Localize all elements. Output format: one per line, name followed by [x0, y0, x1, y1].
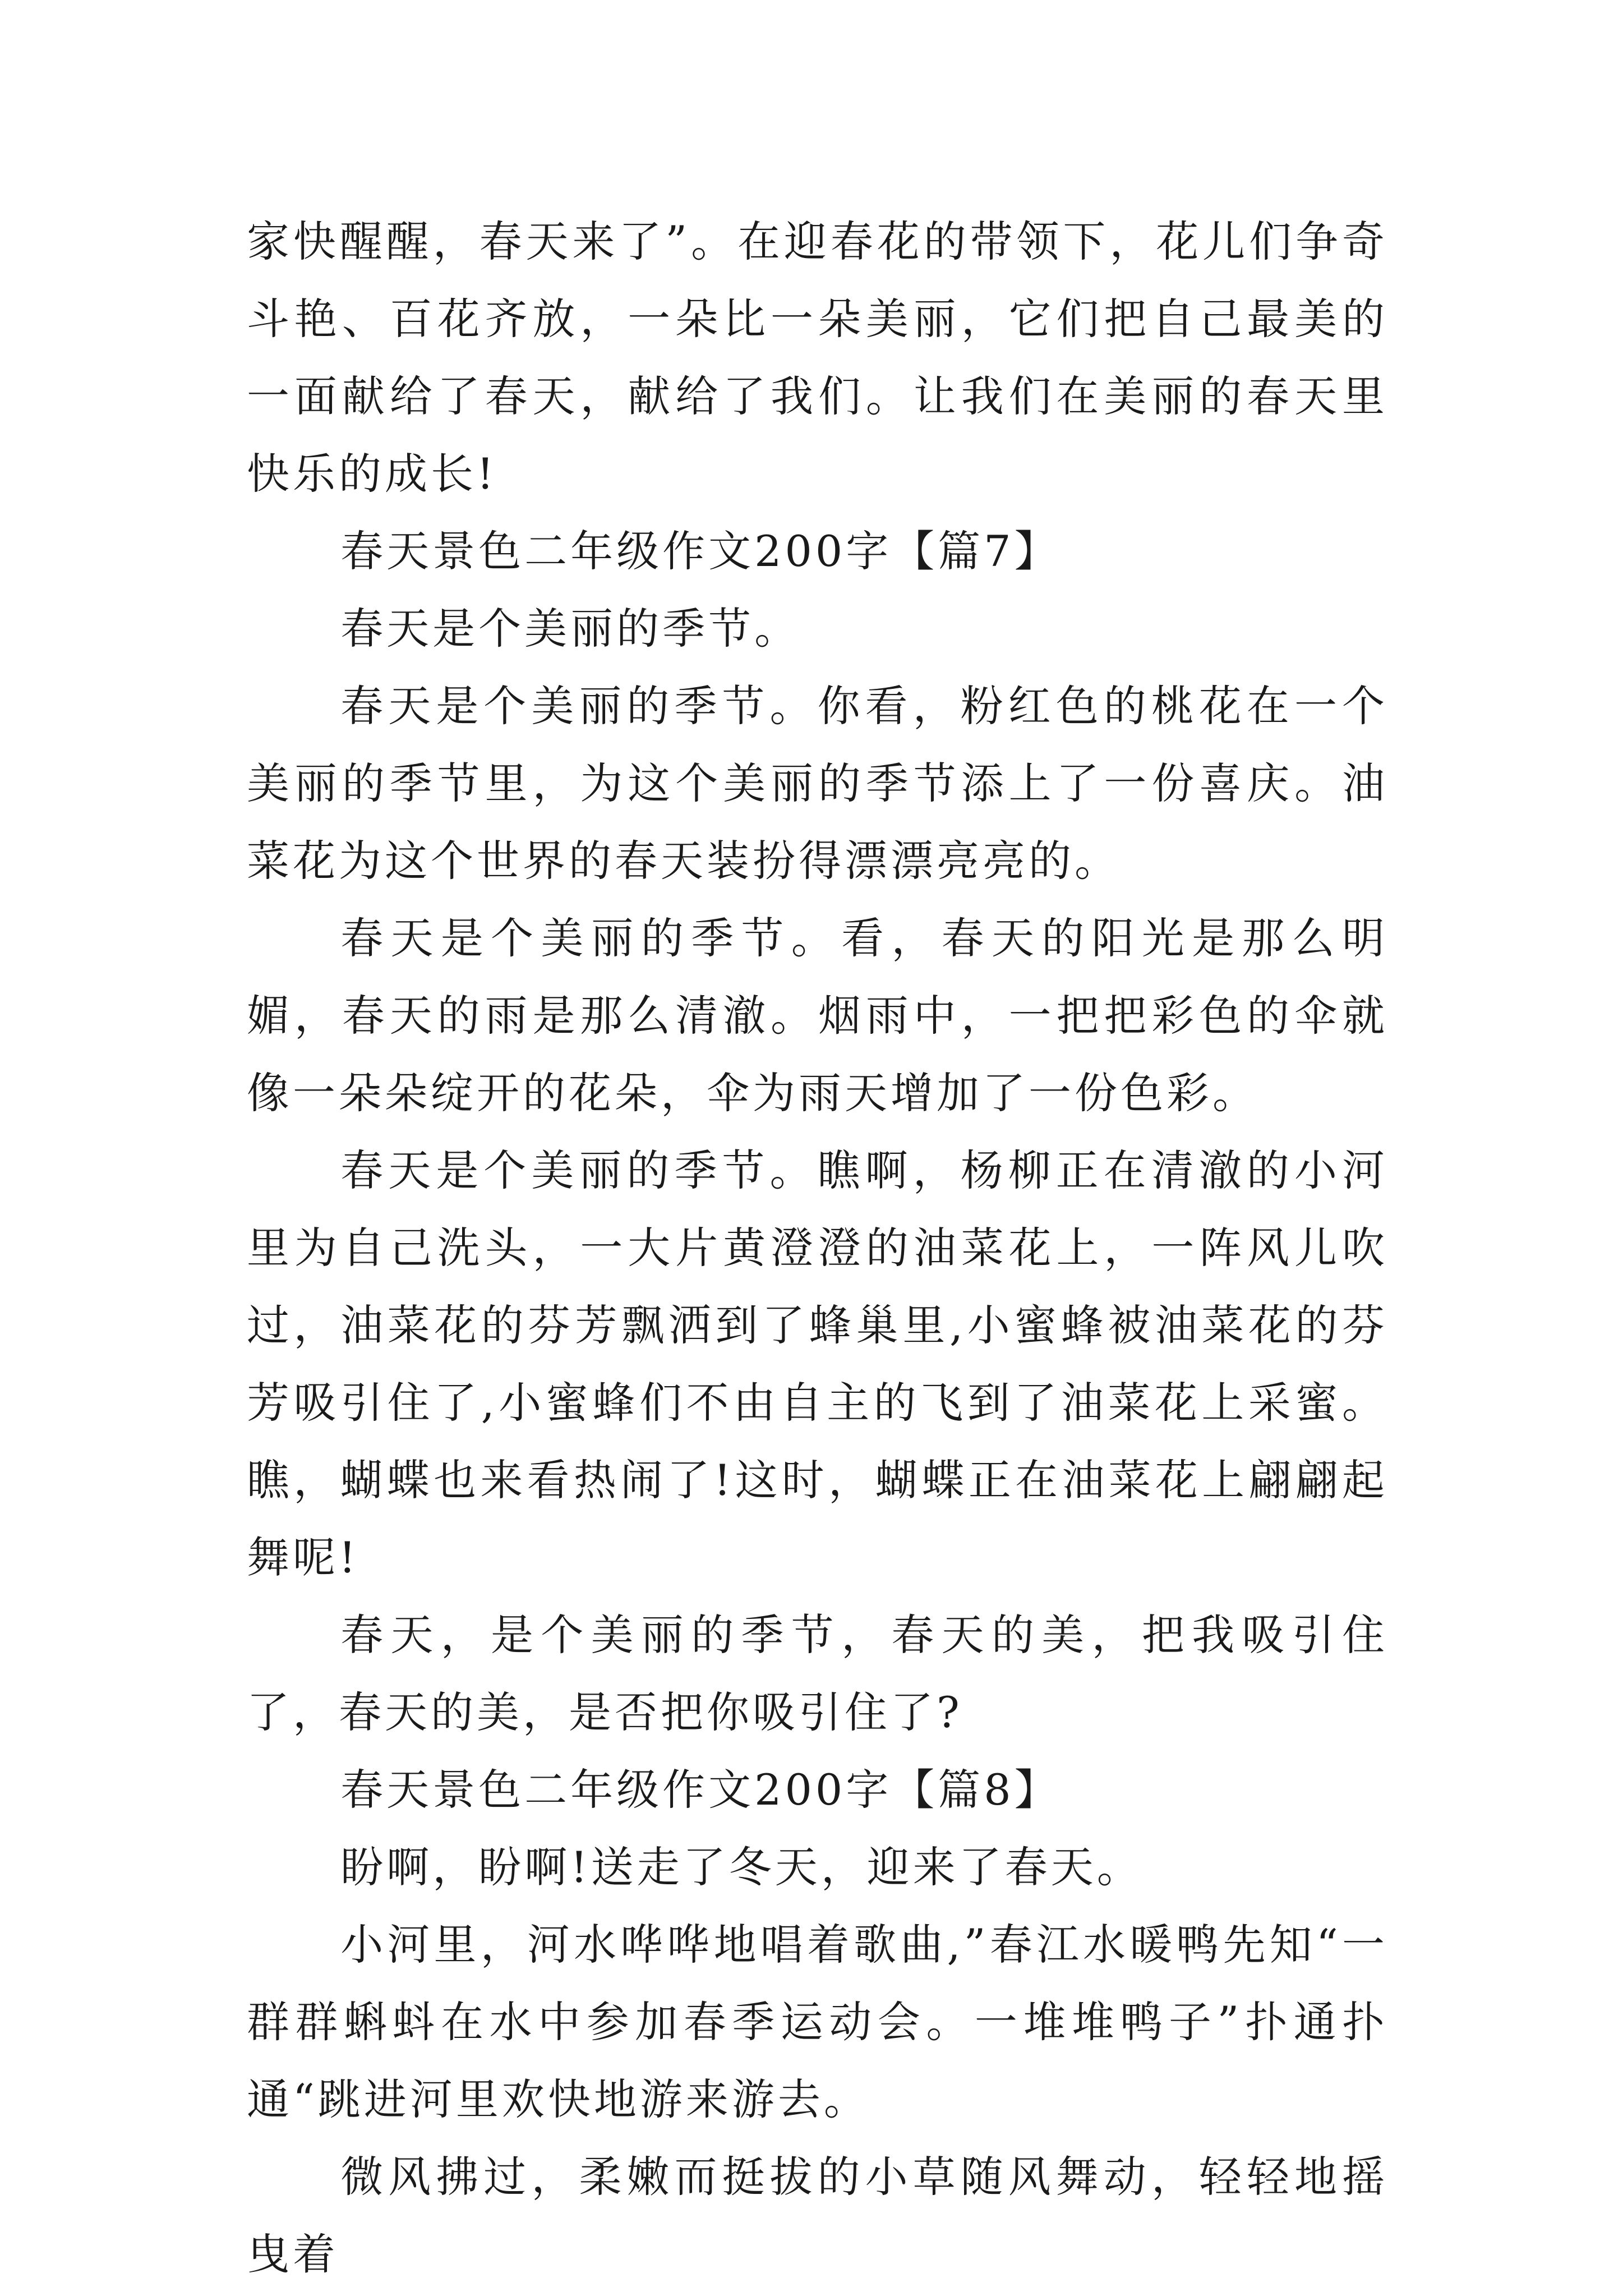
paragraph: 春天是个美丽的季节。看，春天的阳光是那么明媚，春天的雨是那么清澈。烟雨中，一把把彩色的伞就像一朵朵绽开的花朵，伞为雨天增加了一份色彩。	[247, 913, 1388, 1118]
paragraph: 春天，是个美丽的季节，春天的美，把我吸引住了，春天的美，是否把你吸引住了?	[247, 1610, 1388, 1737]
document-body	[247, 203, 1388, 2293]
paragraph: 春天是个美丽的季节。你看，粉红色的桃花在一个美丽的季节里，为这个美丽的季节添上了一份喜庆。油菜花为这个世界的春天装扮得漂漂亮亮的。	[247, 681, 1388, 886]
paragraph: 微风拂过，柔嫩而挺拔的小草随风舞动，轻轻地摇曳着	[247, 2152, 1388, 2279]
paragraph-continuation: 家快醒醒，春天来了”。在迎春花的带领下，花儿们争奇斗艳、百花齐放，一朵比一朵美丽，它们把自己最美的一面献给了春天，献给了我们。让我们在美丽的春天里快乐的成长!	[247, 217, 1388, 499]
paragraph: 春天是个美丽的季节。瞧啊，杨柳正在清澈的小河里为自己洗头，一大片黄澄澄的油菜花上，一阵风儿吹过，油菜花的芬芳飘洒到了蜂巢里,小蜜蜂被油菜花的芬芳吸引住了,小蜜蜂们不由自主的飞到了油菜花上采蜜。瞧，蝴蝶也来看热闹了!这时，蝴蝶正在油菜花上翩翩起舞呢!	[247, 1145, 1388, 1582]
paragraph: 春天是个美丽的季节。	[340, 604, 801, 654]
paragraph: 盼啊，盼啊!送走了冬天，迎来了春天。	[340, 1842, 1143, 1892]
section-heading-7: 春天景色二年级作文200字【篇7】	[340, 526, 1061, 576]
section-heading-8: 春天景色二年级作文200字【篇8】	[340, 1765, 1061, 1815]
paragraph: 小河里，河水哗哗地唱着歌曲,”春江水暖鸭先知“一群群蝌蚪在水中参加春季运动会。一堆堆鸭子”扑通扑通“跳进河里欢快地游来游去。	[247, 1920, 1388, 2124]
